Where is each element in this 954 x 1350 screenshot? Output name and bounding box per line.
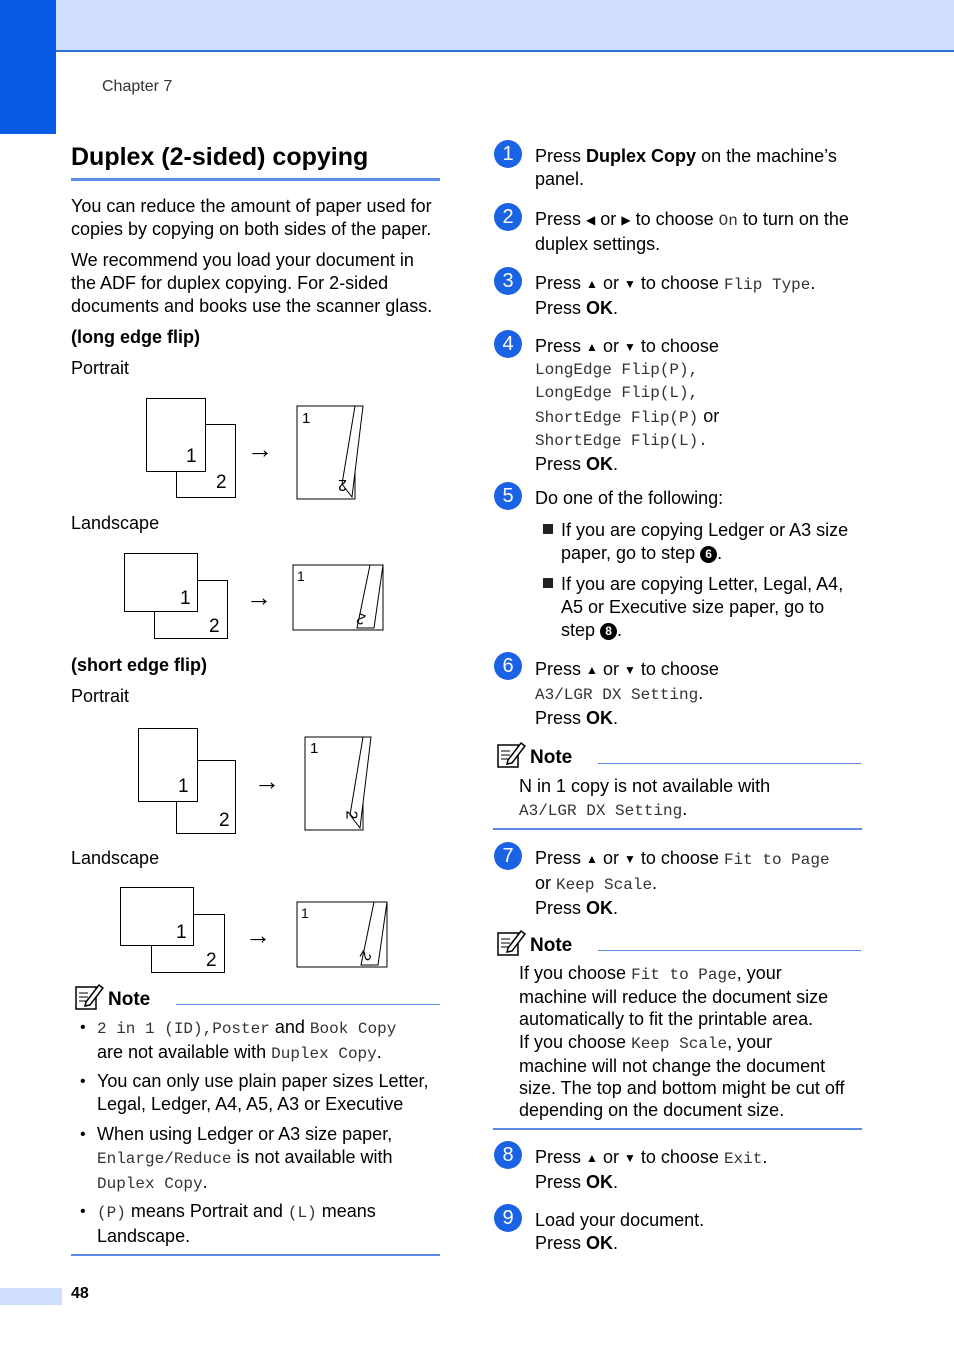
bullet: • [80, 1019, 86, 1036]
text-line: N in 1 copy is not available with [519, 776, 771, 796]
mono-text: Keep Scale [631, 1034, 728, 1053]
note-end-rule [493, 1128, 862, 1130]
text-line: paper, go to step 6 . [561, 543, 723, 563]
text: means [321, 1201, 376, 1221]
text-line: copies by copying on both sides of the paper. [71, 219, 432, 239]
page-number-1: 1 [302, 410, 311, 427]
text: . [202, 1172, 208, 1192]
text-line: You can reduce the amount of paper used for [71, 196, 432, 216]
text-line [535, 145, 870, 168]
step-number: 2 [494, 203, 522, 231]
mono-text: A3/LGR DX Setting [519, 802, 683, 820]
note-end-rule [493, 828, 862, 830]
step-8 [535, 1146, 870, 1194]
text-line: depending on the document size. [519, 1100, 785, 1121]
text-line [519, 1031, 864, 1055]
note-bullet-3 [97, 1123, 442, 1196]
mono-text: Book Copy [309, 1020, 397, 1038]
text-line: When using Ledger or A3 size paper, [97, 1124, 393, 1144]
text-line: documents and books use the scanner glass. [71, 296, 433, 316]
page-number-1: 1 [297, 568, 305, 584]
text-line: step 8 . [561, 620, 623, 640]
note-heading: Note [108, 989, 151, 1010]
text-line: automatically to fit the printable area. [519, 1009, 814, 1030]
page-number-1: 1 [180, 588, 191, 609]
text: or [703, 406, 720, 426]
page-number-2: 2 [342, 810, 360, 820]
square-bullet [543, 578, 553, 588]
text: means Portrait and [130, 1201, 283, 1221]
text-line [535, 658, 870, 682]
text: If you choose [519, 1031, 627, 1052]
text-line [535, 335, 870, 359]
step-number: 6 [494, 652, 522, 680]
button-name: OK [586, 1233, 614, 1253]
text: Press [535, 1147, 582, 1167]
bullet: • [80, 1203, 86, 1220]
bullet: • [80, 1126, 86, 1143]
text: Press [535, 209, 582, 229]
down-arrow-icon: ▼ [623, 852, 636, 866]
text-line: Press OK. [535, 898, 619, 918]
note-rule [176, 1004, 440, 1005]
page-number-2: 2 [209, 616, 220, 637]
text: are not available with [97, 1042, 267, 1062]
text-line: Landscape. [97, 1226, 191, 1246]
page-tab [0, 1288, 62, 1305]
mono-text: Poster [212, 1020, 270, 1038]
landscape-label-2: Landscape [71, 848, 160, 868]
button-name: OK [586, 298, 614, 318]
arrow-icon: → [247, 434, 273, 464]
text: or [602, 659, 619, 679]
text-line: Load your document. [535, 1210, 705, 1230]
step-3 [535, 272, 870, 320]
intro-paragraph-1 [71, 195, 451, 241]
short-edge-heading: (short edge flip) [71, 655, 207, 675]
text-line: panel. [535, 169, 585, 189]
text-line: We recommend you load your document in [71, 250, 414, 270]
step-number: 3 [494, 267, 522, 295]
up-arrow-icon: ▲ [586, 852, 598, 866]
text-line: machine will reduce the document size [519, 987, 829, 1008]
note-bullet-1 [97, 1016, 442, 1066]
down-arrow-icon: ▼ [623, 1151, 636, 1165]
text-line [519, 798, 864, 823]
note-bullet-2 [97, 1070, 442, 1116]
step-number: 1 [494, 140, 522, 168]
mono-text: Fit to Page [723, 851, 830, 869]
page-number-2: 2 [219, 810, 230, 831]
option-text: LongEdge Flip(L), [535, 384, 699, 402]
flipped-page-icon [292, 563, 388, 633]
step-ref: 8 [600, 623, 617, 640]
mono-text: Exit [723, 1150, 763, 1168]
step-ref: 6 [700, 546, 717, 563]
text: step [561, 620, 596, 640]
note-pencil-icon [496, 928, 526, 958]
text: to choose [640, 336, 719, 356]
up-arrow-icon: ▲ [586, 1151, 598, 1165]
step-9 [535, 1209, 870, 1255]
button-name: Duplex Copy [586, 146, 697, 166]
text: . [682, 799, 688, 819]
up-arrow-icon: ▲ [586, 340, 598, 354]
mono-text: Flip Type [723, 276, 811, 294]
text-line: Press OK. [535, 1172, 619, 1192]
mono-text: 2 in 1 (ID), [97, 1020, 213, 1038]
arrow-icon: → [245, 920, 271, 950]
text-line: If you are copying Letter, Legal, A4, [561, 574, 844, 594]
text: . [762, 1147, 768, 1167]
text: and [274, 1017, 305, 1037]
text-line [97, 1171, 442, 1196]
text: to choose [640, 659, 719, 679]
step-4 [535, 335, 870, 476]
text: Press [535, 1233, 582, 1253]
text-line [519, 962, 864, 986]
option-text: LongEdge Flip(P), [535, 361, 699, 379]
up-arrow-icon: ▲ [586, 277, 598, 291]
text: . [652, 873, 658, 893]
mono-text: Duplex Copy [97, 1175, 203, 1193]
text: to choose [640, 848, 719, 868]
step-number: 7 [494, 842, 522, 870]
page-number-1: 1 [178, 776, 189, 797]
step-number: 9 [494, 1204, 522, 1232]
text-line [535, 1146, 870, 1171]
portrait-label-2: Portrait [71, 686, 130, 706]
step-number: 4 [494, 330, 522, 358]
text-line: A5 or Executive size paper, go to [561, 597, 825, 617]
note-2-body [519, 962, 864, 1121]
text-line: Legal, Ledger, A4, A5, A3 or Executive [97, 1094, 404, 1114]
step-number: 8 [494, 1141, 522, 1169]
text-line: Press OK. [535, 298, 619, 318]
mono-text: Duplex Copy [271, 1045, 377, 1063]
mono-text: Fit to Page [631, 966, 737, 984]
text: Press [535, 454, 582, 474]
intro-paragraph-2 [71, 249, 451, 318]
text: Press [535, 1172, 582, 1192]
page-number-1: 1 [176, 922, 187, 943]
text: on the machine’s [701, 146, 837, 166]
button-name: OK [586, 898, 614, 918]
text-line: You can only use plain paper sizes Letter, [97, 1071, 429, 1091]
step-number: 5 [494, 482, 522, 510]
mono-text: Keep Scale [556, 876, 653, 894]
text-line [535, 682, 870, 707]
page-number: 48 [71, 1285, 89, 1302]
step-5-text: Do one of the following: [535, 488, 724, 508]
text: to turn on the [742, 209, 849, 229]
text-line: duplex settings. [535, 234, 661, 254]
flipped-page-icon [296, 900, 392, 970]
text: Press [535, 659, 582, 679]
text: Press [535, 898, 582, 918]
text: to choose [640, 273, 719, 293]
section-title: Duplex (2-sided) copying [71, 143, 369, 171]
text: Press [535, 336, 582, 356]
chapter-label: Chapter 7 [102, 78, 173, 95]
chapter-tab [0, 0, 56, 134]
page-number-2: 2 [206, 950, 217, 971]
text: If you choose [519, 963, 627, 983]
text-line: size. The top and bottom might be cut off [519, 1078, 845, 1099]
text: . [698, 683, 704, 703]
page-number-2: 2 [216, 472, 227, 493]
text: or [602, 848, 619, 868]
text-line [97, 1146, 442, 1171]
text: paper, go to step [561, 543, 696, 563]
text: or [600, 209, 617, 229]
text-line [535, 847, 870, 872]
text: to choose [635, 209, 714, 229]
square-bullet [543, 524, 553, 534]
text-line: If you are copying Ledger or A3 size [561, 520, 849, 540]
page-number-2: 2 [354, 609, 368, 628]
note-heading: Note [530, 935, 573, 956]
text-line: Press OK. [535, 454, 619, 474]
text: Press [535, 848, 582, 868]
note-rule [598, 950, 861, 951]
note-pencil-icon [496, 740, 526, 770]
note-end-rule [71, 1254, 440, 1256]
long-edge-heading: (long edge flip) [71, 327, 200, 347]
mono-text: Enlarge/Reduce [97, 1150, 232, 1168]
page-number-2: 2 [338, 476, 347, 493]
text: Press [535, 298, 582, 318]
up-arrow-icon: ▲ [586, 663, 598, 677]
arrow-icon: → [254, 766, 280, 796]
down-arrow-icon: ▼ [623, 277, 636, 291]
text: or [602, 336, 619, 356]
page-number-1: 1 [310, 740, 319, 757]
mono-text: On [718, 212, 738, 230]
text-line [97, 1041, 442, 1066]
option-text: ShortEdge Flip(L). [535, 432, 708, 450]
text-line [97, 1016, 442, 1041]
page-number-2: 2 [355, 947, 375, 964]
option-text: ShortEdge Flip(P) [535, 409, 699, 427]
mono-text: (L) [287, 1204, 317, 1222]
text: or [535, 873, 552, 893]
note-1-body [519, 775, 864, 823]
note-heading: Note [530, 747, 573, 768]
text: Press [535, 273, 582, 293]
page-number-1: 1 [301, 905, 309, 921]
text-line [535, 405, 870, 430]
page-front [146, 398, 206, 472]
down-arrow-icon: ▼ [623, 663, 636, 677]
note-bullet-4 [97, 1200, 442, 1248]
text-line [535, 872, 870, 897]
header-band [0, 0, 954, 52]
page-front [138, 728, 198, 802]
button-name: OK [586, 708, 614, 728]
landscape-label-1: Landscape [71, 513, 160, 533]
note-rule [598, 763, 861, 764]
text: . [376, 1042, 382, 1062]
note-pencil-icon [74, 982, 104, 1012]
button-name: OK [586, 454, 614, 474]
text-line: Press OK. [535, 1233, 619, 1253]
text-line: the ADF for duplex copying. For 2-sided [71, 273, 389, 293]
text: , your [727, 1031, 773, 1052]
bullet: • [80, 1073, 86, 1090]
text-line [535, 208, 870, 233]
step-5-option-1 [561, 519, 871, 565]
text: , your [736, 963, 782, 983]
left-arrow-icon: ◀ [586, 213, 596, 227]
mono-text: A3/LGR DX Setting [535, 686, 699, 704]
step-7 [535, 847, 870, 920]
step-2 [535, 208, 870, 256]
text-line [97, 1200, 442, 1225]
text-line [535, 272, 870, 297]
step-1 [535, 145, 870, 191]
step-5-option-2 [561, 573, 871, 642]
text: Press [535, 146, 582, 166]
text: . [810, 273, 816, 293]
mono-text: (P) [97, 1204, 126, 1222]
text: to choose [640, 1147, 719, 1167]
title-rule [71, 178, 440, 181]
text: or [602, 1147, 619, 1167]
portrait-label-1: Portrait [71, 358, 130, 378]
right-arrow-icon: ▶ [621, 213, 631, 227]
button-name: OK [586, 1172, 614, 1192]
down-arrow-icon: ▼ [623, 340, 636, 354]
arrow-icon: → [246, 582, 272, 612]
text-line: machine will not change the document [519, 1055, 826, 1076]
text-line: Press OK. [535, 708, 619, 728]
text: Press [535, 708, 582, 728]
text: or [602, 273, 619, 293]
step-6 [535, 658, 870, 730]
page-number-1: 1 [186, 446, 197, 467]
text: is not available with [236, 1147, 393, 1167]
